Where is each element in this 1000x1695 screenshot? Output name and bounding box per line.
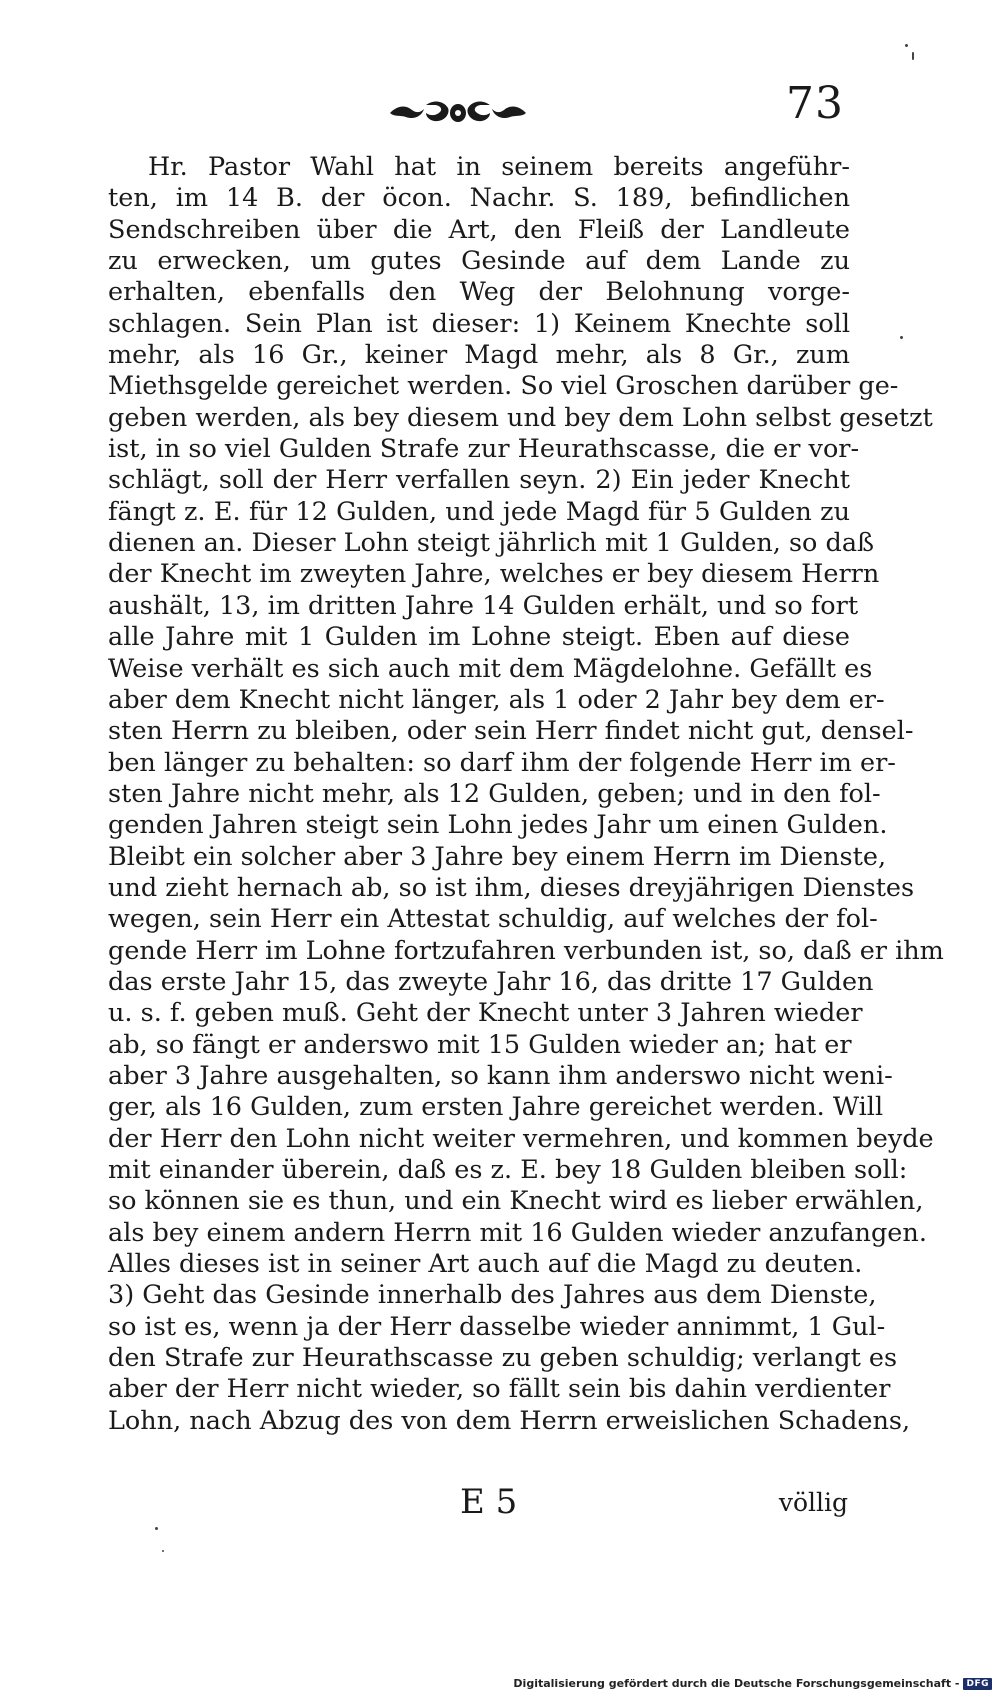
scan-speck: [900, 336, 903, 339]
text-line: fängt z. E. für 12 Gulden, und jede Magd für 5 Gulden zu: [108, 496, 850, 527]
text-line: geben werden, als bey diesem und bey dem Lohn selbst gesetzt: [108, 402, 933, 433]
dfg-logo: DFG: [963, 1678, 992, 1690]
text-line: Lohn, nach Abzug des von dem Herrn erweislichen Schadens,: [108, 1405, 911, 1436]
text-line: schlagen. Sein Plan ist dieser: 1) Keinem Knechte soll: [108, 308, 850, 339]
text-line: aber dem Knecht nicht länger, als 1 oder 2 Jahr bey dem er-: [108, 684, 885, 715]
scan-speck: [912, 52, 914, 60]
text-line: Weise verhält es sich auch mit dem Mägdelohne. Gefällt es: [108, 653, 873, 684]
text-line: ab, so fängt er anderswo mit 15 Gulden wieder an; hat er: [108, 1029, 852, 1060]
text-line: Sendschreiben über die Art, den Fleiß der Landleute: [108, 214, 850, 245]
text-line: alle Jahre mit 1 Gulden im Lohne steigt. Eben auf diese: [108, 622, 850, 653]
catchword: völlig: [778, 1488, 848, 1517]
text-line: Miethsgelde gereichet werden. So viel Groschen darüber ge-: [108, 371, 899, 402]
text-line: mehr, als 16 Gr., keiner Magd mehr, als 8 Gr., zum: [108, 340, 850, 371]
text-line: Bleibt ein solcher aber 3 Jahre bey einem Herrn im Dienste,: [108, 841, 887, 872]
text-line: ger, als 16 Gulden, zum ersten Jahre gereichet werden. Will: [108, 1092, 884, 1123]
scan-speck: [905, 44, 908, 47]
text-line: zu erwecken, um gutes Gesinde auf dem Lande zu: [108, 246, 850, 277]
scan-speck: [162, 1550, 164, 1552]
text-line: ist, in so viel Gulden Strafe zur Heurathscasse, die er vor-: [108, 434, 860, 465]
text-line: ten, im 14 B. der öcon. Nachr. S. 189, befindlichen: [108, 183, 850, 214]
text-line: wegen, sein Herr ein Attestat schuldig, auf welches der fol-: [108, 904, 878, 935]
text-line: und zieht hernach ab, so ist ihm, dieses dreyjährigen Dienstes: [108, 872, 915, 903]
text-line: so ist es, wenn ja der Herr dasselbe wieder annimmt, 1 Gul-: [108, 1311, 886, 1342]
text-line: 3) Geht das Gesinde innerhalb des Jahres aus dem Dienste,: [108, 1280, 877, 1311]
text-line: Hr. Pastor Wahl hat in seinem bereits angeführ-: [148, 152, 850, 182]
text-line: aber 3 Jahre ausgehalten, so kann ihm anderswo nicht weni-: [108, 1060, 893, 1091]
page-number: 73: [786, 78, 844, 129]
text-line: u. s. f. geben muß. Geht der Knecht unter 3 Jahren wieder: [108, 998, 863, 1029]
text-line: gende Herr im Lohne fortzufahren verbunden ist, so, daß er ihm: [108, 935, 944, 966]
text-line: Alles dieses ist in seiner Art auch auf die Magd zu deuten.: [108, 1249, 863, 1280]
text-line: mit einander überein, daß es z. E. bey 18 Gulden bleiben soll:: [108, 1155, 908, 1185]
scan-speck: [155, 1527, 158, 1530]
text-line: der Herr den Lohn nicht weiter vermehren, und kommen beyde: [108, 1123, 934, 1154]
text-line: erhalten, ebenfalls den Weg der Belohnung vorge-: [108, 277, 850, 308]
signature-mark: E 5: [460, 1482, 518, 1522]
text-line: schlägt, soll der Herr verfallen seyn. 2) Ein jeder Knecht: [108, 465, 850, 496]
text-line: ben länger zu behalten: so darf ihm der folgende Herr im er-: [108, 747, 896, 778]
text-line: der Knecht im zweyten Jahre, welches er bey diesem Herrn: [108, 559, 880, 590]
text-line: sten Jahre nicht mehr, als 12 Gulden, geben; und in den fol-: [108, 778, 881, 809]
text-line: als bey einem andern Herrn mit 16 Gulden wieder anzufangen.: [108, 1217, 927, 1248]
text-line: dienen an. Dieser Lohn steigt jährlich mit 1 Gulden, so daß: [108, 528, 875, 559]
body-text: [108, 152, 944, 1437]
text-line: aber der Herr nicht wieder, so fällt sein bis dahin verdienter: [108, 1374, 891, 1405]
digitization-footer: [513, 1677, 992, 1690]
text-line: sten Herrn zu bleiben, oder sein Herr findet nicht gut, densel-: [108, 716, 914, 747]
footer-text: Digitalisierung gefördert durch die Deutsche Forschungsgemeinschaft -: [513, 1677, 960, 1690]
text-line: das erste Jahr 15, das zweyte Jahr 16, das dritte 17 Gulden: [108, 966, 874, 997]
text-line: den Strafe zur Heurathscasse zu geben schuldig; verlangt es: [108, 1343, 898, 1374]
text-line: genden Jahren steigt sein Lohn jedes Jahr um einen Gulden.: [108, 810, 888, 841]
text-line: aushält, 13, im dritten Jahre 14 Gulden erhält, und so fort: [108, 590, 859, 621]
printer-ornament-icon: [388, 96, 528, 130]
text-line: so können sie es thun, und ein Knecht wird es lieber erwählen,: [108, 1186, 924, 1217]
